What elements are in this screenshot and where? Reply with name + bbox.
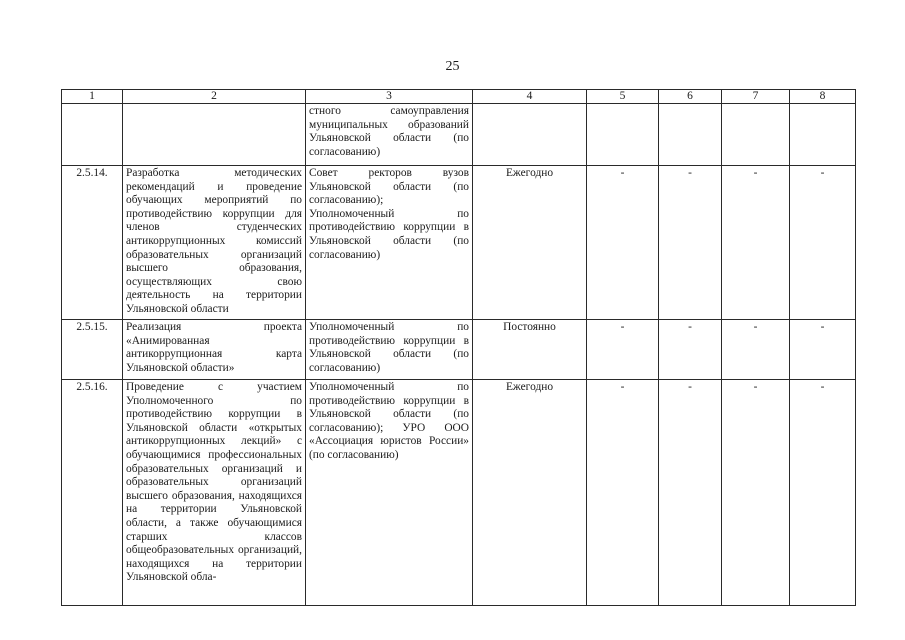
measure-cell: Реализация проекта «Анимированная антикоррупционная карта Ульяновской области» bbox=[123, 320, 306, 380]
term-cell: Ежегодно bbox=[473, 380, 587, 606]
term-cell: Ежегодно bbox=[473, 166, 587, 320]
value-cell: - bbox=[722, 166, 790, 320]
value-cell: - bbox=[587, 380, 659, 606]
value-cell: - bbox=[722, 320, 790, 380]
value-cell: - bbox=[722, 380, 790, 606]
column-header: 5 bbox=[587, 90, 659, 104]
value-cell bbox=[722, 104, 790, 166]
value-cell: - bbox=[659, 166, 722, 320]
table-row bbox=[62, 104, 856, 166]
column-header: 6 bbox=[659, 90, 722, 104]
value-cell bbox=[587, 104, 659, 166]
executor-cell: стного самоуправления муниципальных образований Ульяновской области (по согласованию) bbox=[306, 104, 473, 166]
column-number-row bbox=[62, 90, 856, 104]
value-cell: - bbox=[587, 320, 659, 380]
measure-cell bbox=[123, 104, 306, 166]
value-cell: - bbox=[790, 320, 856, 380]
executor-cell: Совет ректоров вузов Ульяновской области (по согласованию); Уполномоченный по противодействию коррупции в Ульяновской области (по согласованию) bbox=[306, 166, 473, 320]
value-cell: - bbox=[587, 166, 659, 320]
table-row bbox=[62, 166, 856, 320]
value-cell: - bbox=[790, 380, 856, 606]
item-number: 2.5.16. bbox=[62, 380, 123, 606]
executor-cell: Уполномоченный по противодействию коррупции в Ульяновской области (по согласованию); УРО ООО «Ассоциация юристов России» (по согласованию) bbox=[306, 380, 473, 606]
item-number: 2.5.14. bbox=[62, 166, 123, 320]
item-number bbox=[62, 104, 123, 166]
value-cell bbox=[790, 104, 856, 166]
term-cell: Постоянно bbox=[473, 320, 587, 380]
page-number: 25 bbox=[445, 59, 460, 74]
column-header: 8 bbox=[790, 90, 856, 104]
measure-cell: Разработка методических рекомендаций и проведение обучающих мероприятий по противодействию коррупции для членов студенческих антикоррупционных комиссий образовательных организаций высшего образования, осуществляющих свою деятельность на территории Ульяновской области bbox=[123, 166, 306, 320]
column-header: 2 bbox=[123, 90, 306, 104]
measures-table bbox=[61, 89, 856, 606]
measure-cell: Проведение с участием Уполномоченного по противодействию коррупции в Ульяновской области «открытых антикоррупционных лекций» с обучающимися профессиональных образовательных организаций и образовательных организаций высшего образования, находящихся на территории Ульяновской области, а также обучающимися старших классов общеобразовательных организаций, находящихся на территории Ульяновской обла- bbox=[123, 380, 306, 606]
value-cell: - bbox=[659, 320, 722, 380]
executor-cell: Уполномоченный по противодействию коррупции в Ульяновской области (по согласованию) bbox=[306, 320, 473, 380]
value-cell: - bbox=[659, 380, 722, 606]
table-row bbox=[62, 380, 856, 606]
value-cell bbox=[659, 104, 722, 166]
column-header: 4 bbox=[473, 90, 587, 104]
term-cell bbox=[473, 104, 587, 166]
table-row bbox=[62, 320, 856, 380]
column-header: 7 bbox=[722, 90, 790, 104]
column-header: 3 bbox=[306, 90, 473, 104]
item-number: 2.5.15. bbox=[62, 320, 123, 380]
column-header: 1 bbox=[62, 90, 123, 104]
value-cell: - bbox=[790, 166, 856, 320]
